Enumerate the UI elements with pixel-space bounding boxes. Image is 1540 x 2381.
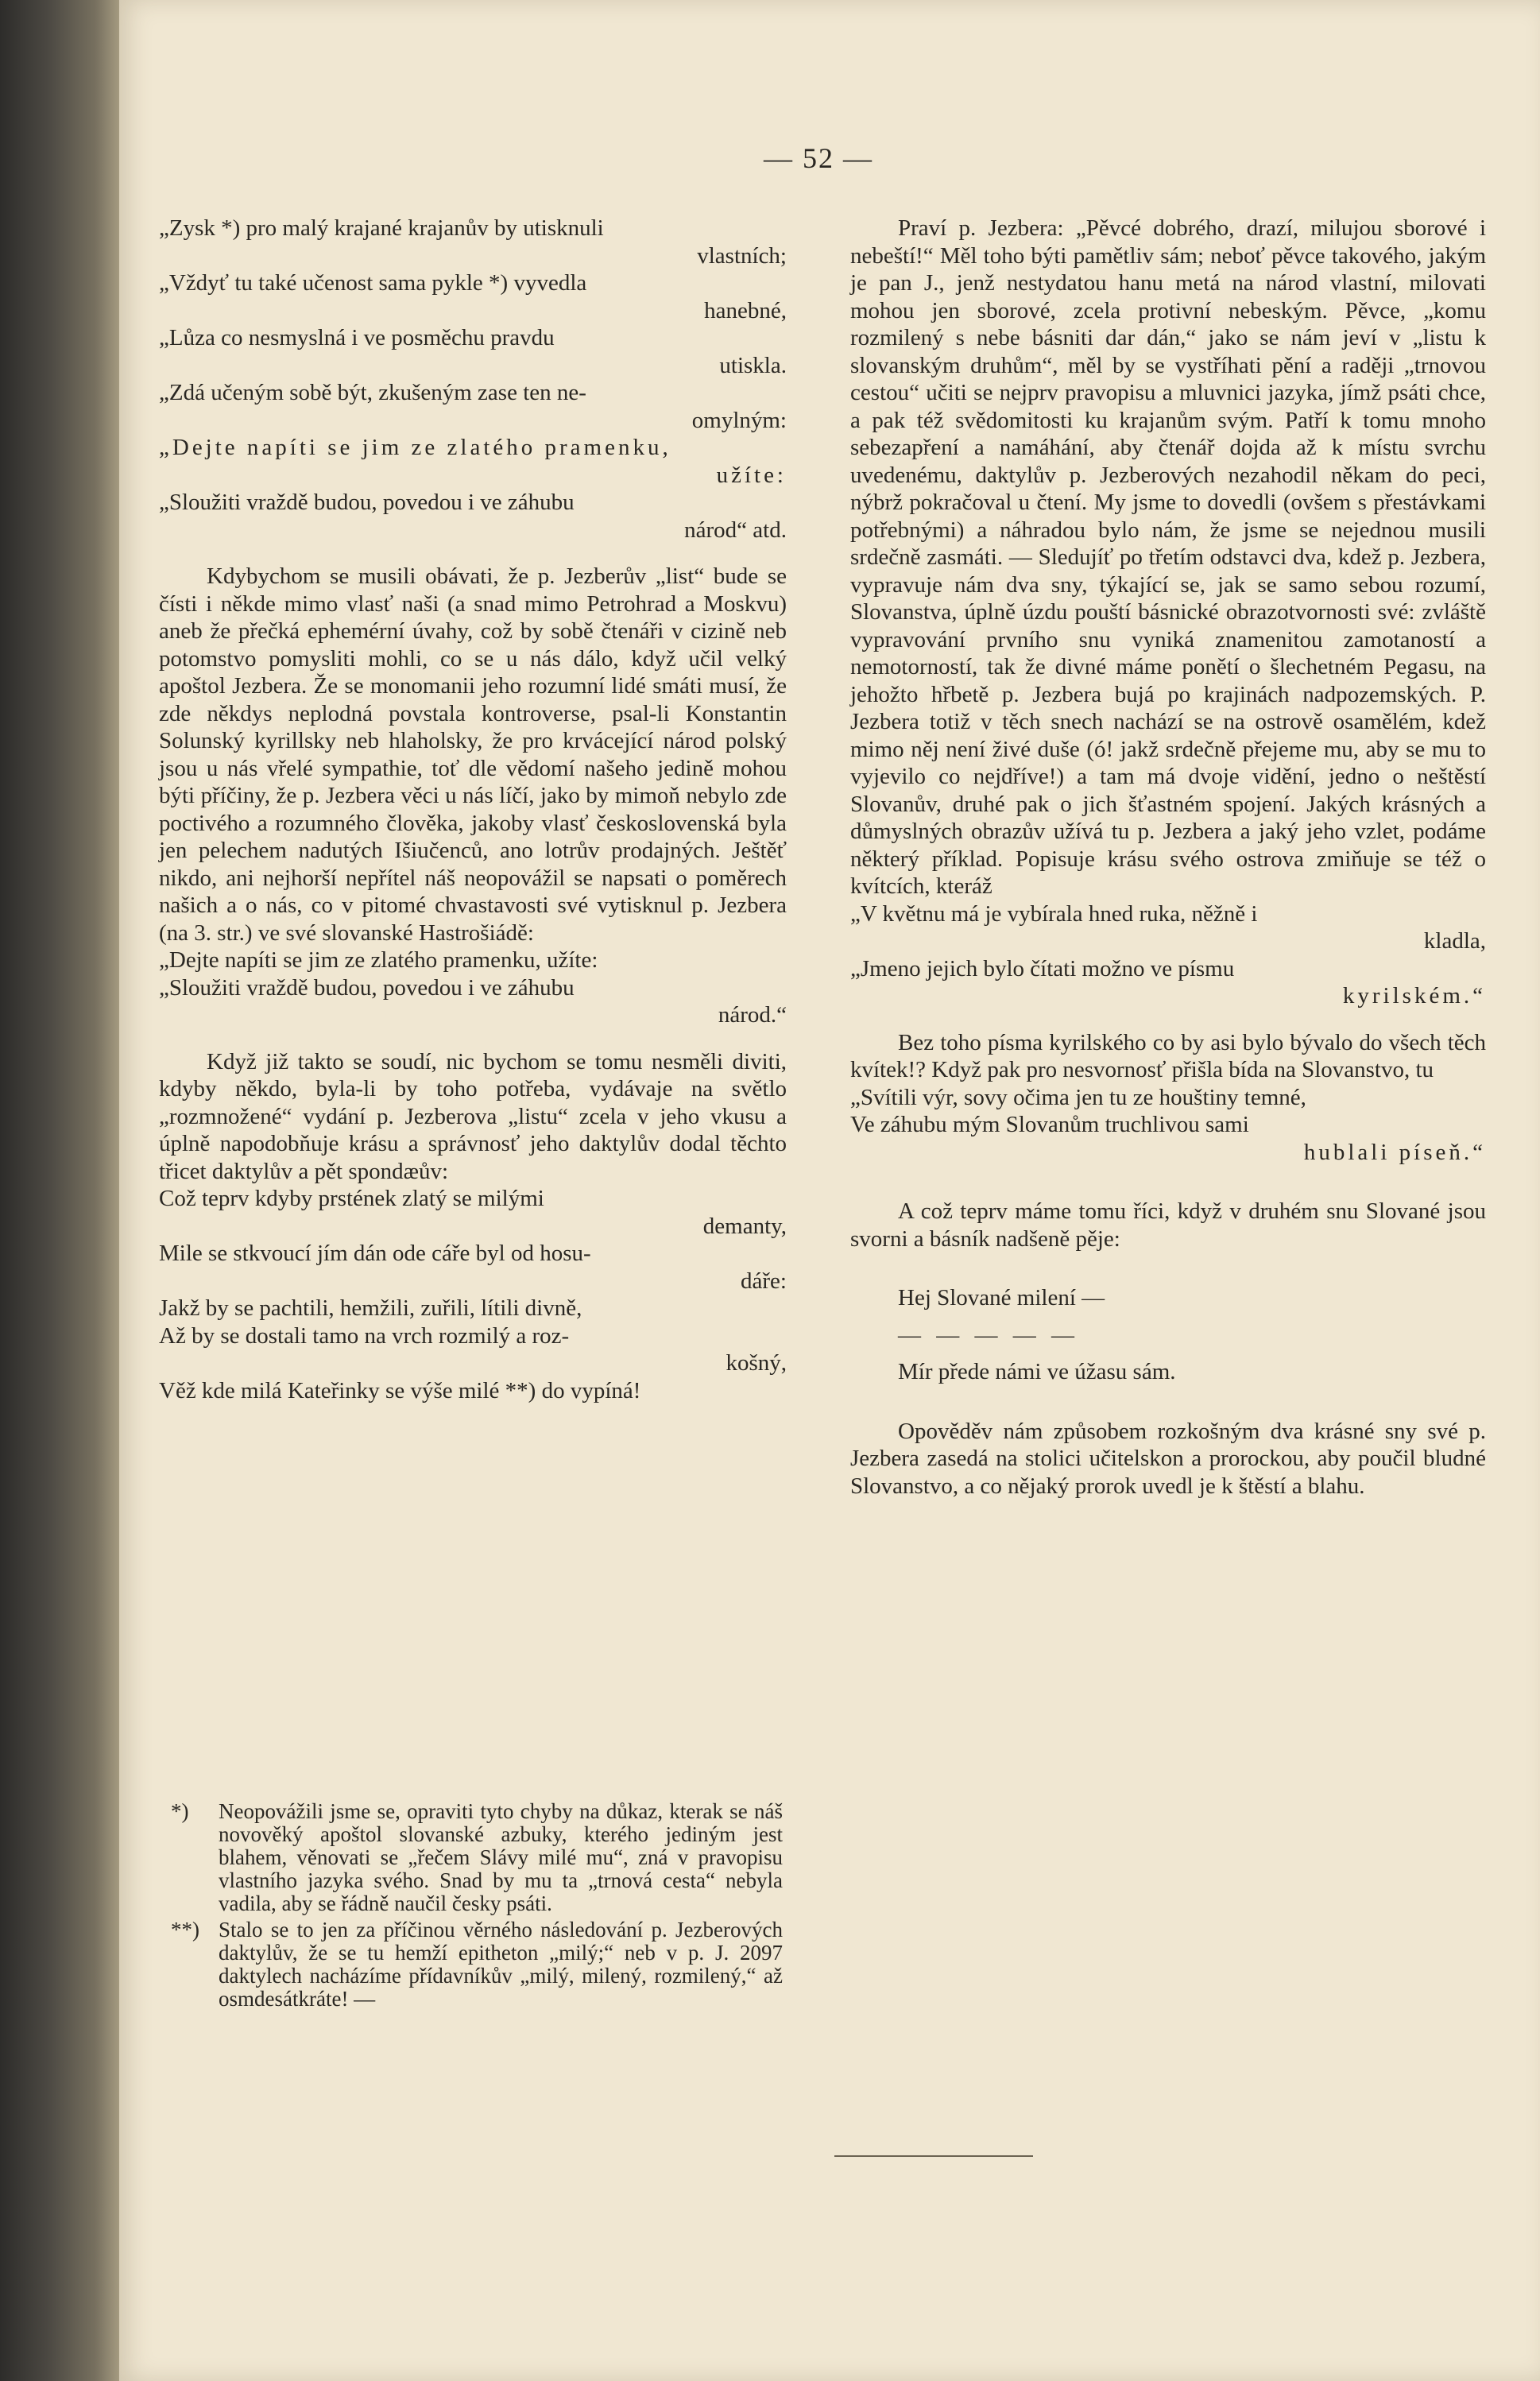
verse-line: „Svítili výr, sovy očima jen tu ze houštiny temné, (850, 1084, 1306, 1110)
verse-line: Mile se stkvoucí jím dán ode cáře byl od hosu- dáře: (159, 1241, 787, 1294)
verse-line: Až by se dostali tamo na vrch rozmilý a roz- košný, (159, 1322, 787, 1376)
footnote: *) Neopovážili jsme se, opraviti tyto chyby na důkaz, kterak se náš novověký apoštol slovanské azbuky, kterého jediným jest blahem, věnovati se „řečem Slávy milé mu“, zná v pravopisu vlastního jazyka svého. Snad by mu ta „trnová cesta“ nebyla vadila, aby se řádně naučil česky psáti. (171, 1799, 783, 1915)
paragraph: Kdybychom se musili obávati, že p. Jezberův „list“ bude se čísti i někde mimo vlasť naši (a snad mimo Petrohrad a Moskvu) aneb že přečká ephemérní úvahy, což by sobě čtenáři v cizině neb potomstvo pomysliti mohli, co se u nás dálo, když učil velký apoštol Jezbera. Že se monomanii jeho rozumní lidé smáti musí, že zde někdys neplodná povstala kontroverse, psal-li Konstantin Solunský kyrillsky neb hlaholsky, že pro krvácející národ polský jsou u nás vřelé sympathie, toť dle vědomí našeho jedině mohou býti příčiny, že p. Jezbera věci u nás líčí, jako by mimoň nebylo zde poctivého a rozumného člověka, jakoby vlasť československá byla jen pelechem nadutých Išiučenců, ano lotrův prodajných. Ještěť nikdo, ani nejhorší nepřítel náš neopovážil se napsati o poměrech našich a o nás, co v pitomé chvastavosti své vytisknul p. Jezbera (na 3. str.) ve své slovanské Hastrošiádě: (159, 563, 787, 946)
verse-line: „Jmeno jejich bylo čítati možno ve písmu kyrilském.“ (850, 955, 1486, 1009)
verse-line: „Sloužiti vraždě budou, povedou i ve záhubu národ.“ (159, 974, 787, 1028)
verse-line: „Dejte napíti se jim ze zlatého pramenku, užíte: (159, 435, 787, 488)
left-column (159, 215, 787, 1404)
verse-line: „Lůza co nesmyslná i ve posměchu pravdu utiskla. (159, 325, 787, 378)
paragraph: Opověděv nám způsobem rozkošným dva krásné sny své p. Jezbera zasedá na stolici učitelskon a prorockou, aby poučil bludné Slovanstvo, a co nějaký prorok uvedl je k štěstí a blahu. (850, 1418, 1486, 1499)
verse-line: Ve záhubu mým Slovanům truchlivou sami hublali píseň.“ (850, 1112, 1486, 1165)
paragraph: Bez toho písma kyrilského co by asi bylo bývalo do všech těch kvítek!? Když pak pro nesvornosť přišla bída na Slovanstvo, tu (850, 1029, 1486, 1082)
book-binding-edge (0, 0, 119, 2381)
paragraph: Když již takto se soudí, nic bychom se tomu nesměli diviti, kdyby někdo, byla-li by toho potřeba, vydávaje na světlo „rozmnožené“ vydání p. Jezberova „listu“ zcela v jeho vkusu a úplně napodobňuje krásu a správnosť jeho daktylův dodal těchto třicet daktylův a pět spondæův: (159, 1048, 787, 1184)
verse-line: Jakž by se pachtili, hemžili, zuřili, lítili divně, (159, 1295, 582, 1321)
quote-flowers (850, 900, 1486, 1010)
footnotes (171, 1800, 783, 2014)
quote-2 (159, 947, 787, 1029)
verse-line: „V květnu má je vybírala hned ruka, něžně i kladla, (850, 900, 1486, 954)
verse-line: „Zysk *) pro malý krajané krajanův by utisknuli vlastních; (159, 215, 787, 269)
verse-line: „Dejte napíti se jim ze zlatého pramenku, užíte: (159, 947, 598, 973)
poem-daktyl (159, 1185, 787, 1404)
footnote: **) Stalo se to jen za příčinou věrného následování p. Jezberových daktylův, že se tu hemží epitheton „milý;“ neb v p. J. 2097 daktylech nacházíme přídavníkův „milý, milený, rozmilený,“ až osmdesátkráte! — (171, 1918, 783, 2011)
verse-line: Mír přede námi ve úžasu sám. (898, 1359, 1176, 1384)
quote-owls (850, 1084, 1486, 1167)
paragraph: Praví p. Jezbera: „Pěvcé dobrého, drazí, milujou sborové i nebeští!“ Měl toho býti pamětliv sám; neboť pěvce takového, jakým je pan J., jenž nestydatou hanu metá na národ vlastní, milovati mohou jen sborové, zcela protivní nebeským. Pěvce, „komu rozmilený s nebe básniti dar dán,“ jako se nám jeví v „listu k slovanským druhům“, měl by se vystříhati pění a raději „trnovou cestou“ učiti se nejprv pravopisu a mluvnici jazyka, jímž psáti chce, a pak též svědomitosti ku krajanům svým. Patří k tomu mnoho sebezapření a namáhání, aby čtenář dojda až k místu svrchu uvedenému, daktylův p. Jezberových nezahodil někam do peci, nýbrž pokračoval u čtení. My jsme to dovedli (ovšem s přestávkami potřebnými) a náhradou bylo nám, že jsme se nejednou musili srdečně zasmáti. — Sledujíť po třetím odstavci dva, kdež p. Jezbera, vypravuje nám dva sny, týkající se, jak se samo sebou rozumí, Slovanstva, úplně úzdu pouští básnické obrazotvornosti své: zvláště vypravování prvního snu vyniká znamenitou zamotaností a nemotorností, tak že divné máme ponětí o šlechetném Pegasu, na jehožto hřbetě p. Jezbera bujá po krajinách nadpozemských. P. Jezbera totiž v těch snech nachází se na ostrově osamělém, kdež mimo něj není živé duše (ó! jakž srdečně přejeme mu, aby se mu to vyjevilo co nejdříve!) a tam má dvoje vidění, jedno o neštěstí Slovanův, druhé pak o jich šťastném spojení. Jakých krásných a důmyslných obrazův užívá tu p. Jezbera a jaký jeho vzlet, podáme některý příklad. Popisuje krásu svého ostrova zmiňuje se též o kvítcích, kteráž (850, 215, 1486, 899)
closing-rule (834, 2155, 1033, 2157)
verse-line: „Sloužiti vraždě budou, povedou i ve záhubu národ“ atd. (159, 490, 787, 543)
verse-dashes: — — — — — (898, 1322, 1079, 1348)
page-number: — 52 — (764, 142, 873, 174)
verse-line: Hej Slované milení — (898, 1285, 1105, 1311)
verse-line: „Zdá učeným sobě být, zkušeným zase ten ne- omylným: (159, 380, 787, 433)
verse-line: Což teprv kdyby prstének zlatý se milými demanty, (159, 1186, 787, 1239)
verse-line: Věž kde milá Kateřinky se výše milé **) do vypíná! (159, 1377, 641, 1403)
right-column (850, 215, 1486, 1500)
paragraph: A což teprv máme tomu říci, když v druhém snu Slované jsou svorni a básník nadšeně pěje: (850, 1198, 1486, 1252)
verse-line: „Vždyť tu také učenost sama pykle *) vyvedla hanebné, (159, 270, 787, 323)
poem-quote-1 (159, 215, 787, 544)
